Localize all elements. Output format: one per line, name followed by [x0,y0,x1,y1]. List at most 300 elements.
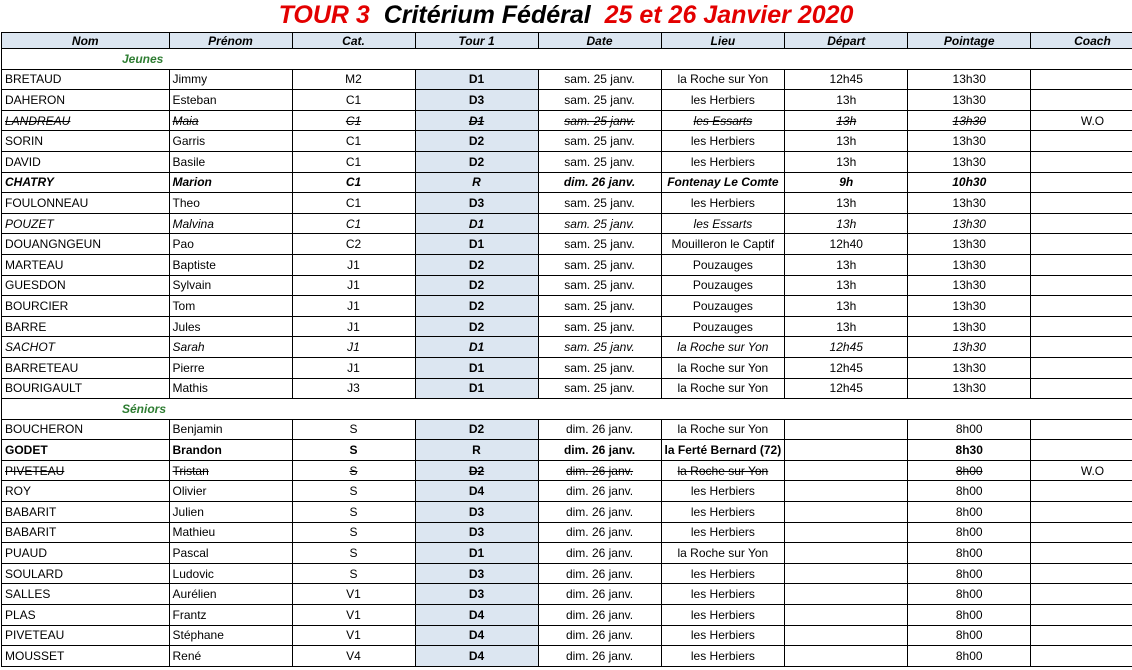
table-row [2,275,1132,296]
table-row [2,357,1132,378]
match-date: dim. 26 janv. [538,419,661,440]
coach-note [1031,213,1132,234]
player-category: V4 [292,646,415,667]
player-category: J1 [292,254,415,275]
check-in-time: 10h30 [908,172,1031,193]
tour-division: D2 [415,316,538,337]
coach-note [1031,440,1132,461]
match-date: dim. 26 janv. [538,460,661,481]
check-in-time: 8h30 [908,440,1031,461]
player-first-name: René [169,646,292,667]
table-row [2,419,1132,440]
start-time [785,605,908,626]
player-last-name: SORIN [2,131,170,152]
player-last-name: BABARIT [2,522,170,543]
coach-note [1031,275,1132,296]
match-location: les Herbiers [661,522,785,543]
check-in-time: 13h30 [908,316,1031,337]
section-filler-cell [661,399,785,420]
tour-division: R [415,440,538,461]
match-date: sam. 25 janv. [538,357,661,378]
title-tour: TOUR 3 [278,1,370,29]
match-location: les Essarts [661,213,785,234]
player-category: J3 [292,378,415,399]
check-in-time: 8h00 [908,646,1031,667]
match-location: la Roche sur Yon [661,378,785,399]
match-date: sam. 25 janv. [538,213,661,234]
player-first-name: Jules [169,316,292,337]
match-location: la Roche sur Yon [661,69,785,90]
player-first-name: Benjamin [169,419,292,440]
player-first-name: Jimmy [169,69,292,90]
player-first-name: Marion [169,172,292,193]
tour-division: D4 [415,605,538,626]
start-time: 13h [785,131,908,152]
match-date: sam. 25 janv. [538,234,661,255]
table-row [2,563,1132,584]
player-last-name: LANDREAU [2,110,170,131]
tour-division: D2 [415,419,538,440]
table-row [2,522,1132,543]
check-in-time: 8h00 [908,584,1031,605]
match-location: les Essarts [661,110,785,131]
table-row [2,605,1132,626]
start-time: 13h [785,254,908,275]
tour-division: D1 [415,543,538,564]
section-filler-cell [169,49,292,70]
table-row [2,481,1132,502]
coach-note: W.O [1031,110,1132,131]
table-row [2,460,1132,481]
coach-note [1031,543,1132,564]
start-time [785,502,908,523]
start-time: 13h [785,151,908,172]
match-location: la Roche sur Yon [661,460,785,481]
tour-division: D1 [415,378,538,399]
player-category: S [292,543,415,564]
section-filler-cell [785,49,908,70]
tour-division: D2 [415,460,538,481]
player-last-name: SALLES [2,584,170,605]
check-in-time: 8h00 [908,563,1031,584]
player-last-name: ROY [2,481,170,502]
tour-division: D3 [415,584,538,605]
match-location: Pouzauges [661,275,785,296]
player-last-name: SOULARD [2,563,170,584]
player-last-name: FOULONNEAU [2,193,170,214]
player-last-name: POUZET [2,213,170,234]
start-time: 13h [785,296,908,317]
table-row [2,151,1132,172]
coach-note [1031,502,1132,523]
title-competition: Critérium Fédéral [383,1,591,29]
match-date: sam. 25 janv. [538,69,661,90]
match-location: Mouilleron le Captif [661,234,785,255]
player-category: S [292,419,415,440]
player-last-name: SACHOT [2,337,170,358]
match-date: sam. 25 janv. [538,275,661,296]
player-category: S [292,563,415,584]
player-last-name: MOUSSET [2,646,170,667]
tour-division: D1 [415,234,538,255]
coach-note [1031,605,1132,626]
coach-note [1031,584,1132,605]
section-filler-cell [292,399,415,420]
section-filler-cell [538,49,661,70]
check-in-time: 13h30 [908,69,1031,90]
check-in-time: 8h00 [908,460,1031,481]
player-category: S [292,440,415,461]
table-row [2,110,1132,131]
player-first-name: Garris [169,131,292,152]
player-last-name: BARRETEAU [2,357,170,378]
player-first-name: Sarah [169,337,292,358]
match-date: sam. 25 janv. [538,254,661,275]
player-category: C1 [292,193,415,214]
start-time [785,625,908,646]
player-category: C1 [292,151,415,172]
coach-note [1031,646,1132,667]
coach-note [1031,296,1132,317]
check-in-time: 13h30 [908,378,1031,399]
player-category: V1 [292,605,415,626]
check-in-time: 13h30 [908,110,1031,131]
start-time [785,460,908,481]
coach-note [1031,522,1132,543]
start-time: 12h45 [785,69,908,90]
player-first-name: Esteban [169,90,292,111]
start-time [785,522,908,543]
header-lieu: Lieu [661,33,785,49]
start-time [785,563,908,584]
section-filler-cell [661,49,785,70]
player-first-name: Malvina [169,213,292,234]
start-time [785,419,908,440]
player-category: V1 [292,625,415,646]
check-in-time: 8h00 [908,625,1031,646]
match-date: sam. 25 janv. [538,110,661,131]
match-date: sam. 25 janv. [538,90,661,111]
match-date: sam. 25 janv. [538,316,661,337]
tour-division: D1 [415,357,538,378]
player-category: C1 [292,110,415,131]
start-time [785,543,908,564]
player-category: J1 [292,296,415,317]
match-date: sam. 25 janv. [538,337,661,358]
player-first-name: Brandon [169,440,292,461]
coach-note [1031,481,1132,502]
check-in-time: 13h30 [908,213,1031,234]
match-location: la Ferté Bernard (72) [661,440,785,461]
player-first-name: Stéphane [169,625,292,646]
tour-division: D3 [415,90,538,111]
player-last-name: BOUCHERON [2,419,170,440]
start-time: 13h [785,213,908,234]
table-row [2,316,1132,337]
match-date: sam. 25 janv. [538,296,661,317]
match-location: la Roche sur Yon [661,337,785,358]
start-time: 13h [785,90,908,111]
player-first-name: Maia [169,110,292,131]
section-filler-cell [908,399,1031,420]
match-date: dim. 26 janv. [538,563,661,584]
table-row [2,234,1132,255]
tour-division: D1 [415,213,538,234]
match-location: les Herbiers [661,563,785,584]
tour-division: D2 [415,296,538,317]
start-time: 13h [785,193,908,214]
section-label: Jeunes [2,49,170,70]
section-label: Séniors [2,399,170,420]
table-row [2,193,1132,214]
player-last-name: GODET [2,440,170,461]
coach-note [1031,131,1132,152]
check-in-time: 13h30 [908,254,1031,275]
match-date: sam. 25 janv. [538,131,661,152]
match-location: les Herbiers [661,90,785,111]
header-tour: Tour 1 [415,33,538,49]
registration-table [1,32,1132,667]
match-location: les Herbiers [661,481,785,502]
table-row [2,625,1132,646]
coach-note [1031,357,1132,378]
player-category: J1 [292,275,415,296]
player-category: S [292,460,415,481]
section-filler-cell [538,399,661,420]
player-first-name: Olivier [169,481,292,502]
coach-note [1031,234,1132,255]
tour-division: R [415,172,538,193]
player-first-name: Ludovic [169,563,292,584]
start-time [785,481,908,502]
section-filler-cell [415,49,538,70]
start-time: 12h45 [785,357,908,378]
player-first-name: Mathieu [169,522,292,543]
match-date: dim. 26 janv. [538,172,661,193]
check-in-time: 13h30 [908,234,1031,255]
match-date: sam. 25 janv. [538,151,661,172]
player-first-name: Pao [169,234,292,255]
tour-division: D2 [415,275,538,296]
check-in-time: 8h00 [908,502,1031,523]
tour-division: D3 [415,502,538,523]
coach-note [1031,193,1132,214]
table-row [2,296,1132,317]
match-date: dim. 26 janv. [538,481,661,502]
coach-note: W.O [1031,460,1132,481]
page-title [0,0,1132,32]
match-date: dim. 26 janv. [538,605,661,626]
check-in-time: 13h30 [908,357,1031,378]
match-location: les Herbiers [661,131,785,152]
player-first-name: Tom [169,296,292,317]
coach-note [1031,172,1132,193]
match-location: les Herbiers [661,151,785,172]
start-time: 9h [785,172,908,193]
match-date: dim. 26 janv. [538,584,661,605]
table-body [2,49,1132,667]
table-row [2,543,1132,564]
tour-division: D4 [415,625,538,646]
check-in-time: 8h00 [908,419,1031,440]
player-last-name: CHATRY [2,172,170,193]
table-row [2,213,1132,234]
table-row [2,502,1132,523]
header-depart: Départ [785,33,908,49]
table-row [2,69,1132,90]
coach-note [1031,378,1132,399]
section-filler-cell [1031,399,1132,420]
player-category: J1 [292,337,415,358]
start-time: 12h45 [785,378,908,399]
coach-note [1031,337,1132,358]
player-last-name: DAVID [2,151,170,172]
check-in-time: 8h00 [908,543,1031,564]
player-first-name: Basile [169,151,292,172]
tour-division: D4 [415,646,538,667]
start-time: 13h [785,275,908,296]
player-last-name: PUAUD [2,543,170,564]
player-category: C1 [292,131,415,152]
section-filler-cell [908,49,1031,70]
player-category: C2 [292,234,415,255]
player-last-name: BARRE [2,316,170,337]
player-last-name: DAHERON [2,90,170,111]
match-location: la Roche sur Yon [661,543,785,564]
start-time [785,646,908,667]
player-last-name: BOURIGAULT [2,378,170,399]
match-location: la Roche sur Yon [661,419,785,440]
player-first-name: Pascal [169,543,292,564]
check-in-time: 8h00 [908,605,1031,626]
player-last-name: DOUANGNGEUN [2,234,170,255]
section-filler-cell [169,399,292,420]
check-in-time: 13h30 [908,296,1031,317]
start-time [785,440,908,461]
match-date: dim. 26 janv. [538,543,661,564]
header-prenom: Prénom [169,33,292,49]
player-first-name: Frantz [169,605,292,626]
tour-division: D3 [415,563,538,584]
check-in-time: 13h30 [908,275,1031,296]
player-last-name: MARTEAU [2,254,170,275]
table-row [2,440,1132,461]
match-location: les Herbiers [661,646,785,667]
tour-division: D4 [415,481,538,502]
header-pointage: Pointage [908,33,1031,49]
player-category: C1 [292,90,415,111]
tour-division: D3 [415,522,538,543]
player-first-name: Pierre [169,357,292,378]
start-time: 12h40 [785,234,908,255]
player-first-name: Mathis [169,378,292,399]
match-location: Pouzauges [661,296,785,317]
player-last-name: BABARIT [2,502,170,523]
player-last-name: BOURCIER [2,296,170,317]
table-row [2,646,1132,667]
coach-note [1031,419,1132,440]
tour-division: D2 [415,254,538,275]
tour-division: D3 [415,193,538,214]
match-location: Fontenay Le Comte [661,172,785,193]
coach-note [1031,69,1132,90]
section-row [2,399,1132,420]
check-in-time: 13h30 [908,337,1031,358]
coach-note [1031,316,1132,337]
check-in-time: 13h30 [908,193,1031,214]
start-time: 13h [785,110,908,131]
header-nom: Nom [2,33,170,49]
header-row [2,33,1132,49]
header-date: Date [538,33,661,49]
player-category: S [292,481,415,502]
player-category: C1 [292,213,415,234]
player-category: S [292,502,415,523]
coach-note [1031,563,1132,584]
match-date: dim. 26 janv. [538,522,661,543]
player-first-name: Aurélien [169,584,292,605]
check-in-time: 13h30 [908,151,1031,172]
match-location: Pouzauges [661,254,785,275]
match-date: dim. 26 janv. [538,646,661,667]
title-dates: 25 et 26 Janvier 2020 [604,1,854,29]
check-in-time: 13h30 [908,90,1031,111]
section-filler-cell [1031,49,1132,70]
match-location: les Herbiers [661,584,785,605]
table-row [2,337,1132,358]
section-row [2,49,1132,70]
match-location: les Herbiers [661,625,785,646]
player-category: M2 [292,69,415,90]
tour-division: D1 [415,337,538,358]
tour-division: D2 [415,131,538,152]
table-row [2,378,1132,399]
match-location: les Herbiers [661,605,785,626]
player-category: V1 [292,584,415,605]
coach-note [1031,90,1132,111]
check-in-time: 8h00 [908,481,1031,502]
check-in-time: 8h00 [908,522,1031,543]
table-row [2,90,1132,111]
player-category: J1 [292,357,415,378]
start-time: 12h45 [785,337,908,358]
tour-division: D1 [415,69,538,90]
start-time [785,584,908,605]
match-date: sam. 25 janv. [538,193,661,214]
header-coach: Coach [1031,33,1132,49]
table-row [2,131,1132,152]
check-in-time: 13h30 [908,131,1031,152]
section-filler-cell [785,399,908,420]
table-row [2,172,1132,193]
player-last-name: PIVETEAU [2,460,170,481]
section-filler-cell [292,49,415,70]
player-last-name: PLAS [2,605,170,626]
match-location: Pouzauges [661,316,785,337]
coach-note [1031,625,1132,646]
table-row [2,254,1132,275]
player-last-name: PIVETEAU [2,625,170,646]
player-first-name: Sylvain [169,275,292,296]
match-date: dim. 26 janv. [538,502,661,523]
match-location: la Roche sur Yon [661,357,785,378]
coach-note [1031,254,1132,275]
match-date: sam. 25 janv. [538,378,661,399]
player-category: J1 [292,316,415,337]
coach-note [1031,151,1132,172]
player-first-name: Tristan [169,460,292,481]
player-category: C1 [292,172,415,193]
